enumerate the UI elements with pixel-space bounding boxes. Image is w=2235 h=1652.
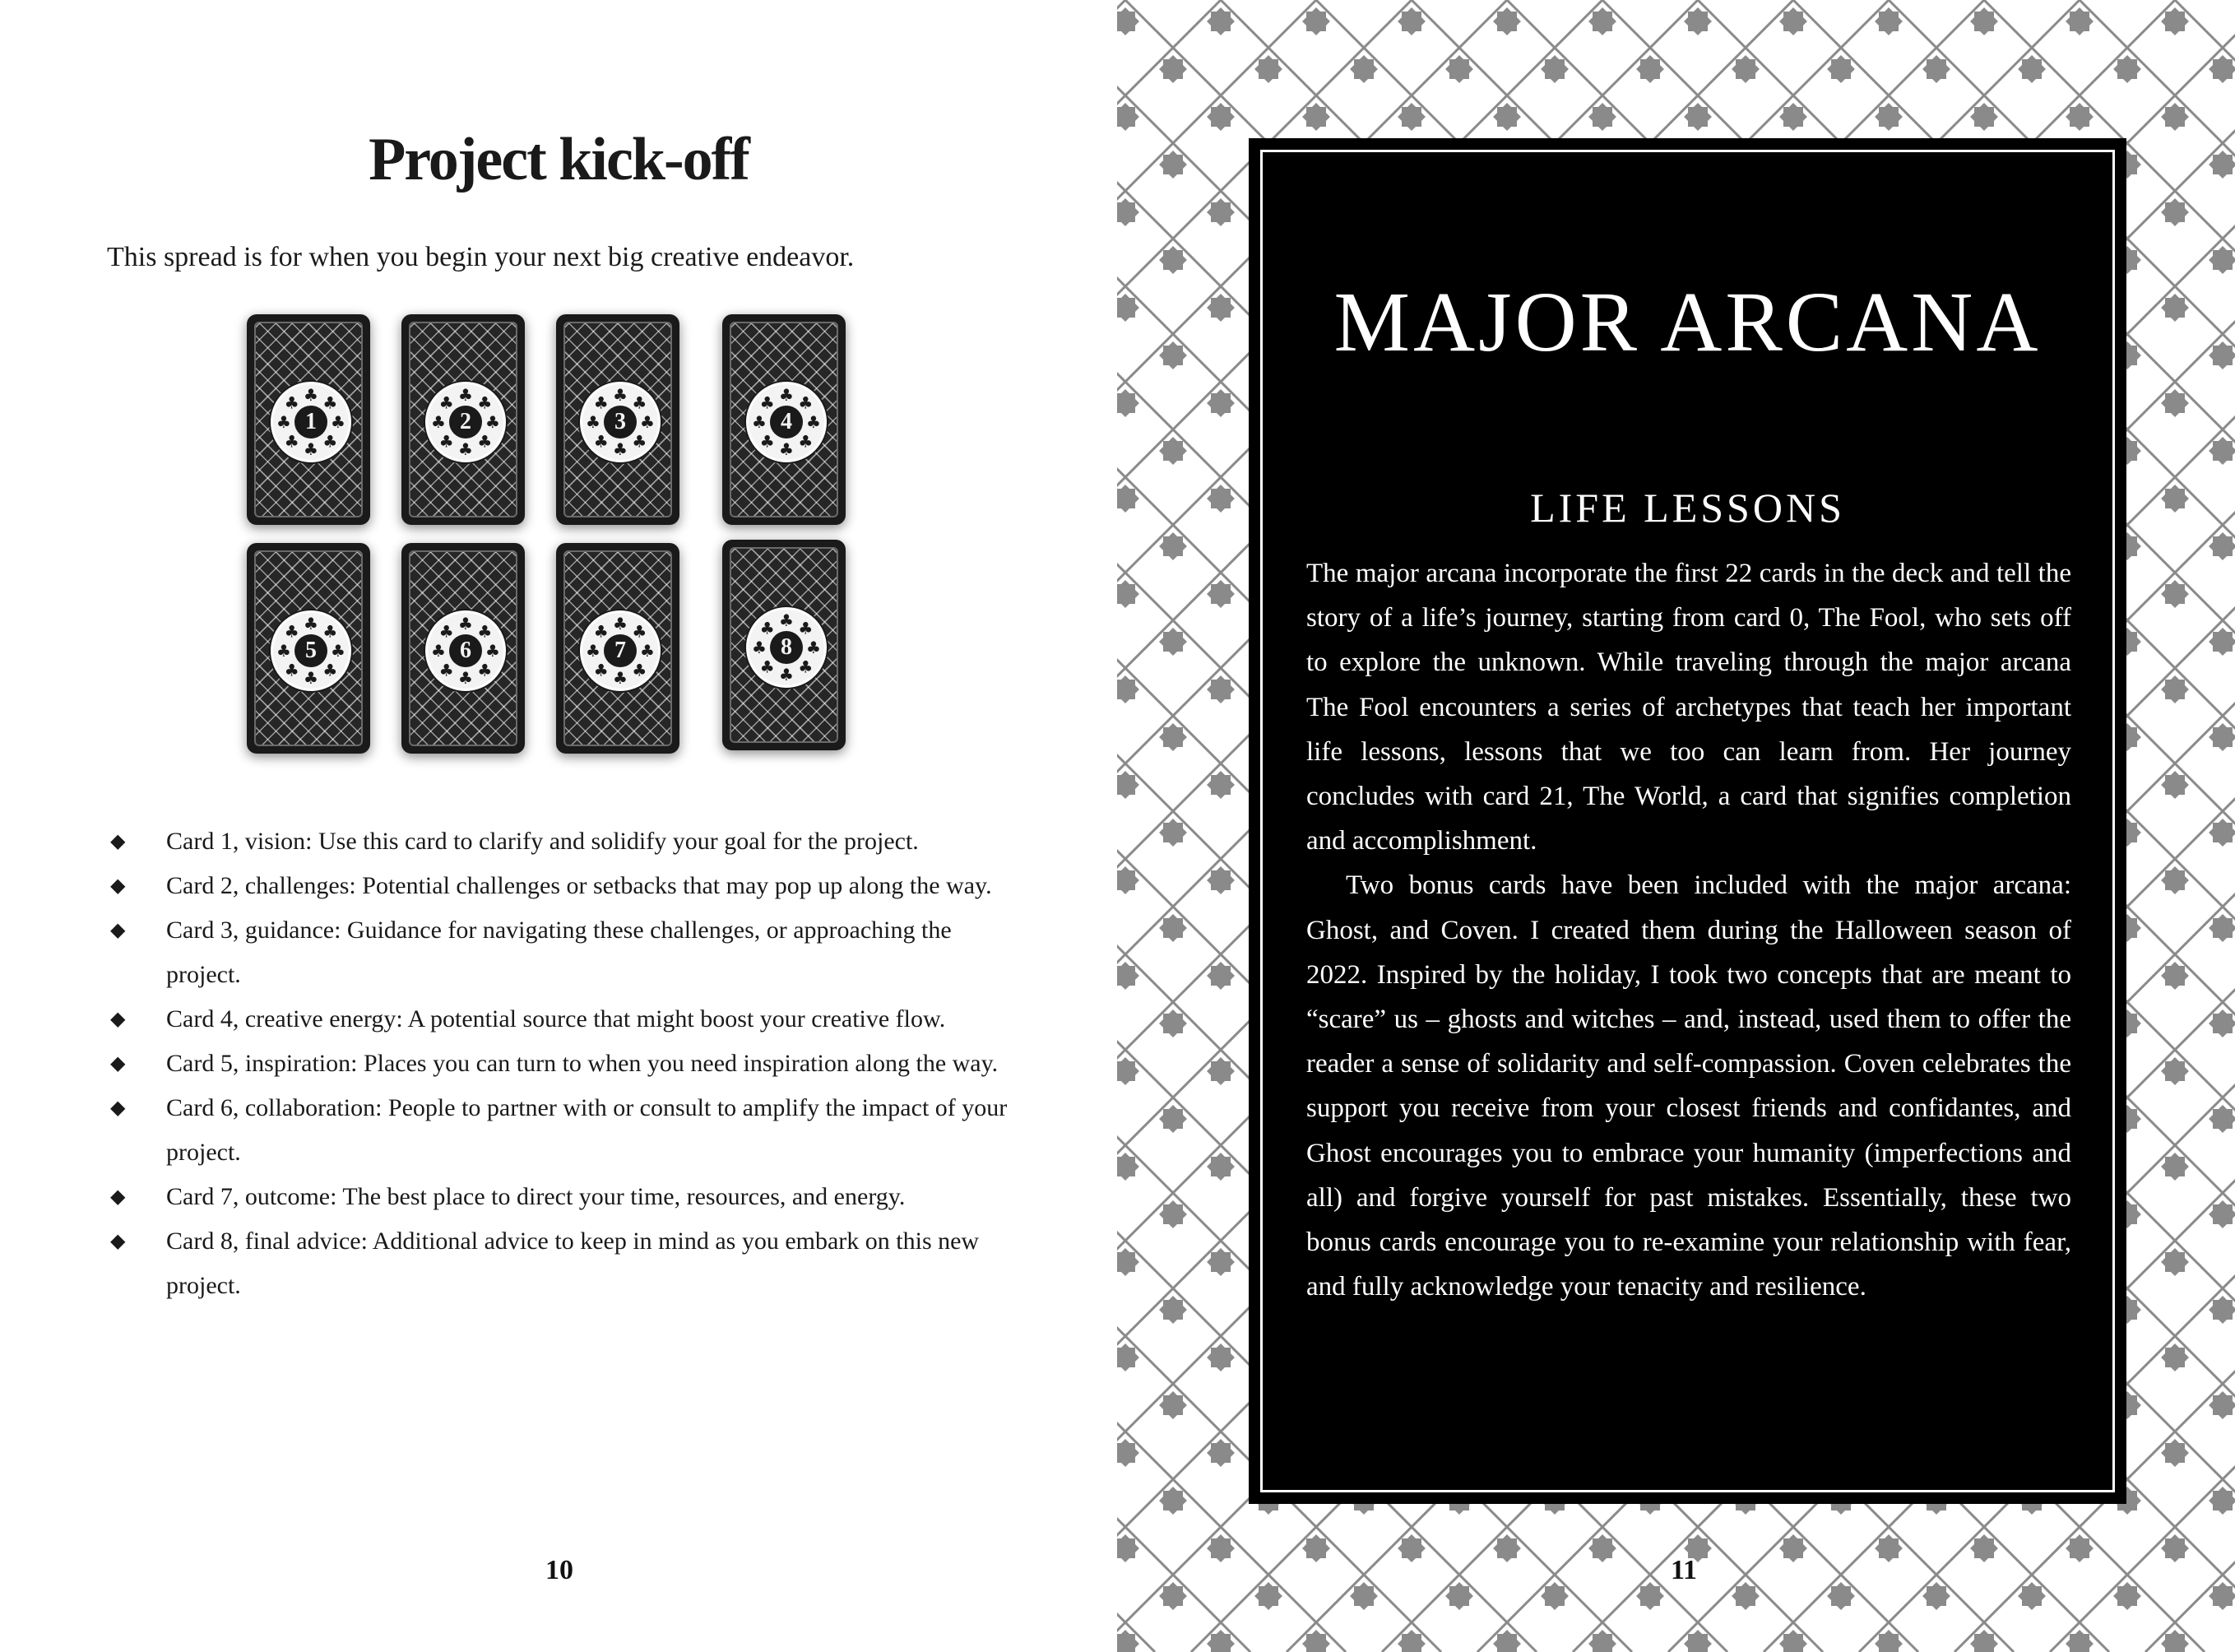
star-node-icon: [1684, 103, 1712, 131]
club-icon: ♣: [276, 641, 291, 661]
club-icon: ♣: [431, 412, 446, 432]
club-icon: ♣: [284, 660, 299, 680]
club-icon: ♣: [284, 392, 299, 413]
club-icon: ♣: [759, 431, 775, 452]
list-item-text: Card 5, inspiration: Places you can turn to when you need inspiration along the way.: [166, 1050, 999, 1077]
club-icon: ♣: [322, 621, 338, 642]
star-node-icon: [2161, 866, 2189, 894]
star-node-icon: [1970, 103, 1998, 131]
club-icon: ♣: [798, 392, 814, 413]
tarot-card: [247, 314, 370, 525]
star-node-icon: [2161, 1534, 2189, 1562]
club-icon: ♣: [485, 641, 500, 661]
star-node-icon: [2161, 198, 2189, 226]
page-title: Project kick-off: [369, 126, 749, 193]
list-item: [107, 1175, 1028, 1219]
star-node-icon: [1207, 1153, 1235, 1181]
club-icon: ♣: [284, 431, 299, 452]
club-icon: ♣: [798, 431, 814, 452]
club-icon: ♣: [613, 668, 628, 688]
star-node-icon: [2161, 1057, 2189, 1085]
club-icon: ♣: [438, 392, 454, 413]
star-node-icon: [1159, 151, 1187, 179]
star-node-icon: [2161, 1439, 2189, 1467]
page-number-left: 10: [545, 1555, 573, 1585]
star-node-icon: [2161, 1343, 2189, 1371]
club-icon: ♣: [779, 610, 794, 630]
card-medallion: [580, 610, 661, 691]
star-node-icon: [2018, 55, 2046, 83]
club-icon: ♣: [331, 641, 345, 661]
card-medallion: [580, 382, 661, 462]
club-icon: ♣: [593, 392, 609, 413]
card-spread: [247, 314, 856, 759]
club-icon: ♣: [477, 392, 493, 413]
star-node-icon: [1207, 1057, 1235, 1085]
major-arcana-panel: [1249, 138, 2126, 1504]
star-node-icon: [1588, 7, 1616, 35]
star-node-icon: [1207, 198, 1235, 226]
star-node-icon: [1159, 1487, 1187, 1515]
club-icon: ♣: [304, 614, 318, 633]
card-number: 2: [449, 406, 482, 439]
club-icon: ♣: [798, 618, 814, 638]
star-node-icon: [1207, 580, 1235, 608]
club-icon: ♣: [458, 385, 473, 405]
list-item: [107, 819, 1028, 864]
star-node-icon: [1922, 1582, 1950, 1610]
star-node-icon: [1159, 55, 1187, 83]
list-item-text: Card 3, guidance: Guidance for navigating these challenges, or approaching the project.: [166, 916, 952, 988]
list-item-text: Card 6, collaboration: People to partner with or consult to amplify the impact of your project.: [166, 1094, 1008, 1166]
page-number-right: 11: [1670, 1555, 1698, 1585]
club-icon: ♣: [640, 412, 655, 432]
club-icon: ♣: [632, 431, 647, 452]
club-icon: ♣: [752, 412, 767, 432]
club-icon: ♣: [632, 392, 647, 413]
star-node-icon: [1159, 1009, 1187, 1037]
star-node-icon: [1207, 866, 1235, 894]
club-icon: ♣: [613, 385, 628, 405]
card-medallion: [271, 610, 351, 691]
star-node-icon: [2113, 1582, 2141, 1610]
star-node-icon: [1970, 1534, 1998, 1562]
card-number: 1: [294, 406, 327, 439]
star-node-icon: [1207, 1343, 1235, 1371]
club-icon: ♣: [586, 412, 600, 432]
club-icon: ♣: [431, 641, 446, 661]
list-item-text: Card 8, final advice: Additional advice to keep in mind as you embark on this new project.: [166, 1227, 980, 1299]
club-icon: ♣: [640, 641, 655, 661]
club-icon: ♣: [458, 439, 473, 459]
star-node-icon: [2161, 7, 2189, 35]
section-subheading: LIFE LESSONS: [1530, 485, 1845, 531]
list-item: [107, 1219, 1028, 1308]
club-icon: ♣: [613, 614, 628, 633]
club-icon: ♣: [438, 621, 454, 642]
panel-body: [1306, 551, 2071, 1309]
left-page: [0, 0, 1117, 1652]
club-icon: ♣: [322, 660, 338, 680]
diamond-bullet-icon: ◆: [110, 1231, 126, 1252]
star-node-icon: [1970, 7, 1998, 35]
card-number: 8: [770, 631, 803, 664]
club-icon: ♣: [593, 621, 609, 642]
club-icon: ♣: [284, 621, 299, 642]
star-node-icon: [1207, 962, 1235, 990]
star-node-icon: [2161, 485, 2189, 513]
star-node-icon: [2161, 294, 2189, 322]
club-icon: ♣: [779, 665, 794, 684]
card-medallion: [746, 382, 827, 462]
star-node-icon: [1207, 7, 1235, 35]
club-icon: ♣: [458, 614, 473, 633]
star-node-icon: [1159, 532, 1187, 560]
card-number: 7: [604, 634, 637, 667]
tarot-card: [722, 540, 846, 750]
club-icon: ♣: [806, 638, 821, 657]
paragraph: The major arcana incorporate the first 22 cards in the deck and tell the story of a life’s journey, starting from card 0, The Fool, who sets off to explore the unknown. While traveling through the major arcana The Fool encounters a series of archetypes that teach her important life lessons, lessons that we too can learn from. Her journey concludes with card 21, The World, a card that signifies completion and accomplishment.: [1306, 559, 2071, 856]
star-node-icon: [1636, 1582, 1664, 1610]
star-node-icon: [1493, 7, 1521, 35]
star-node-icon: [1922, 55, 1950, 83]
star-node-icon: [1254, 55, 1282, 83]
star-node-icon: [1302, 7, 1330, 35]
star-node-icon: [1398, 1534, 1426, 1562]
diamond-bullet-icon: ◆: [110, 875, 126, 897]
star-node-icon: [2066, 1534, 2094, 1562]
star-node-icon: [1493, 1534, 1521, 1562]
star-node-icon: [2161, 1248, 2189, 1276]
star-node-icon: [1159, 246, 1187, 274]
club-icon: ♣: [759, 618, 775, 638]
star-node-icon: [2161, 103, 2189, 131]
star-node-icon: [1684, 7, 1712, 35]
star-node-icon: [1254, 1582, 1282, 1610]
star-node-icon: [1827, 1582, 1855, 1610]
diamond-bullet-icon: ◆: [110, 1097, 126, 1119]
star-node-icon: [1207, 485, 1235, 513]
card-position-list: [107, 819, 1028, 1308]
club-icon: ♣: [276, 412, 291, 432]
club-icon: ♣: [759, 392, 775, 413]
club-icon: ♣: [806, 412, 821, 432]
star-node-icon: [1779, 1534, 1807, 1562]
star-node-icon: [1445, 1582, 1473, 1610]
star-node-icon: [1159, 1296, 1187, 1324]
club-icon: ♣: [779, 439, 794, 459]
tarot-card: [401, 543, 525, 754]
section-heading: MAJOR ARCANA: [1333, 275, 2042, 369]
star-node-icon: [1159, 1105, 1187, 1133]
star-node-icon: [2161, 389, 2189, 417]
star-node-icon: [1207, 294, 1235, 322]
card-medallion: [425, 382, 506, 462]
list-item: [107, 997, 1028, 1042]
star-node-icon: [1159, 437, 1187, 465]
club-icon: ♣: [438, 660, 454, 680]
club-icon: ♣: [586, 641, 600, 661]
star-node-icon: [1350, 1582, 1378, 1610]
paragraph: Two bonus cards have been included with the major arcana: Ghost, and Coven. I created them during the Halloween season of 2022. Inspired by the holiday, I took two concepts that are meant to “scare” us – ghosts and witches – and, instead, used them to offer the reader a sense of solidarity and self-compassion. Coven celebrates the support you receive from your closest friends and confidantes, and Ghost encourages you to embrace your humanity (imperfections and all) and forgive yourself for past mistakes. Essentially, these two bonus cards encourage you to re-examine your relationship with fear, and fully acknowledge your tenacity and resilience.: [1306, 870, 2071, 1302]
list-item: [107, 1042, 1028, 1086]
diamond-bullet-icon: ◆: [110, 1009, 126, 1030]
card-number: 4: [770, 406, 803, 439]
star-node-icon: [1875, 7, 1903, 35]
star-node-icon: [1159, 628, 1187, 656]
list-item: [107, 1086, 1028, 1175]
star-node-icon: [1207, 1439, 1235, 1467]
tarot-card: [247, 543, 370, 754]
diamond-bullet-icon: ◆: [110, 1186, 126, 1208]
star-node-icon: [2161, 580, 2189, 608]
star-node-icon: [1159, 819, 1187, 847]
star-node-icon: [1588, 103, 1616, 131]
list-item-text: Card 4, creative energy: A potential source that might boost your creative flow.: [166, 1005, 946, 1032]
star-node-icon: [2161, 962, 2189, 990]
club-icon: ♣: [632, 660, 647, 680]
club-icon: ♣: [779, 385, 794, 405]
star-node-icon: [1636, 55, 1664, 83]
star-node-icon: [2161, 1153, 2189, 1181]
star-node-icon: [1493, 103, 1521, 131]
card-number: 3: [604, 406, 637, 439]
list-item: [107, 864, 1028, 908]
star-node-icon: [2113, 55, 2141, 83]
star-node-icon: [1398, 7, 1426, 35]
club-icon: ♣: [759, 657, 775, 677]
star-node-icon: [1207, 103, 1235, 131]
star-node-icon: [1827, 55, 1855, 83]
list-item-text: Card 2, challenges: Potential challenges or setbacks that may pop up along the way.: [166, 872, 992, 899]
star-node-icon: [1207, 675, 1235, 703]
club-icon: ♣: [632, 621, 647, 642]
star-node-icon: [1732, 1582, 1760, 1610]
tarot-card: [722, 314, 846, 525]
star-node-icon: [1159, 1391, 1187, 1419]
star-node-icon: [1779, 7, 1807, 35]
star-node-icon: [2066, 103, 2094, 131]
club-icon: ♣: [331, 412, 345, 432]
star-node-icon: [1207, 389, 1235, 417]
club-icon: ♣: [798, 657, 814, 677]
club-icon: ♣: [438, 431, 454, 452]
list-item-text: Card 1, vision: Use this card to clarify and solidify your goal for the project.: [166, 828, 919, 855]
diamond-bullet-icon: ◆: [110, 1053, 126, 1074]
star-node-icon: [1398, 103, 1426, 131]
card-medallion: [425, 610, 506, 691]
star-node-icon: [1445, 55, 1473, 83]
star-node-icon: [1350, 55, 1378, 83]
star-node-icon: [2018, 1582, 2046, 1610]
card-number: 6: [449, 634, 482, 667]
star-node-icon: [1207, 771, 1235, 799]
star-node-icon: [2066, 7, 2094, 35]
club-icon: ♣: [322, 392, 338, 413]
card-number: 5: [294, 634, 327, 667]
club-icon: ♣: [477, 660, 493, 680]
list-item: [107, 908, 1028, 997]
star-node-icon: [1159, 1200, 1187, 1228]
club-icon: ♣: [304, 385, 318, 405]
star-node-icon: [1732, 55, 1760, 83]
club-icon: ♣: [752, 638, 767, 657]
diamond-bullet-icon: ◆: [110, 920, 126, 941]
star-node-icon: [1159, 1582, 1187, 1610]
star-node-icon: [1875, 103, 1903, 131]
star-node-icon: [1159, 914, 1187, 942]
club-icon: ♣: [593, 431, 609, 452]
club-icon: ♣: [485, 412, 500, 432]
club-icon: ♣: [304, 439, 318, 459]
star-node-icon: [1779, 103, 1807, 131]
star-node-icon: [1159, 723, 1187, 751]
star-node-icon: [1159, 341, 1187, 369]
club-icon: ♣: [477, 431, 493, 452]
star-node-icon: [1588, 1534, 1616, 1562]
tarot-card: [401, 314, 525, 525]
star-node-icon: [1302, 103, 1330, 131]
diamond-bullet-icon: ◆: [110, 831, 126, 852]
club-icon: ♣: [477, 621, 493, 642]
star-node-icon: [2161, 771, 2189, 799]
tarot-card: [556, 314, 679, 525]
star-node-icon: [1541, 55, 1569, 83]
star-node-icon: [1207, 1534, 1235, 1562]
star-node-icon: [1302, 1534, 1330, 1562]
list-item-text: Card 7, outcome: The best place to direct your time, resources, and energy.: [166, 1183, 906, 1210]
star-node-icon: [1541, 1582, 1569, 1610]
star-node-icon: [2161, 675, 2189, 703]
intro-text: This spread is for when you begin your next big creative endeavor.: [107, 242, 855, 272]
club-icon: ♣: [458, 668, 473, 688]
star-node-icon: [1875, 1534, 1903, 1562]
card-medallion: [746, 607, 827, 688]
tarot-card: [556, 543, 679, 754]
club-icon: ♣: [322, 431, 338, 452]
club-icon: ♣: [304, 668, 318, 688]
club-icon: ♣: [613, 439, 628, 459]
star-node-icon: [1207, 1248, 1235, 1276]
club-icon: ♣: [593, 660, 609, 680]
card-medallion: [271, 382, 351, 462]
